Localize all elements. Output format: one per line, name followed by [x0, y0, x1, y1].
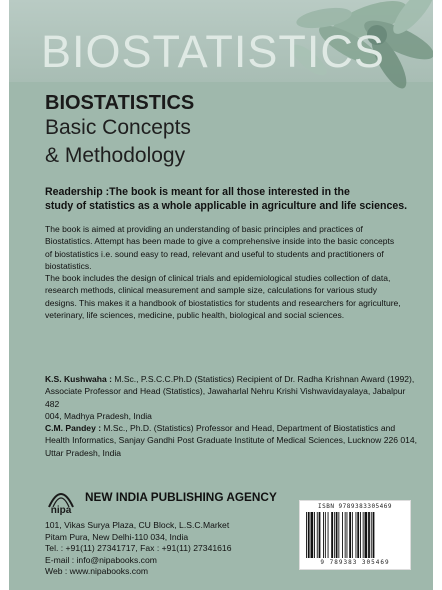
address-line: E-mail : info@nipabooks.com — [45, 554, 157, 565]
author-bio-1 — [45, 373, 421, 423]
barcode-bar — [349, 512, 351, 558]
barcode-bar — [334, 512, 335, 558]
barcode-bar — [373, 512, 375, 558]
address-line: Tel. : +91(11) 27341717, Fax : +91(11) 27341616 — [45, 543, 232, 554]
author-name: C.M. Pandey : — [45, 423, 102, 433]
author-bio-line: Health Informatics, Sanjay Gandhi Post Graduate Institute of Medical Sciences, Lucknow 226 014, — [45, 435, 417, 446]
barcode-bar — [360, 512, 361, 558]
paragraph-line: The book is aimed at providing an understanding of basic principles and practices of — [45, 224, 363, 234]
author-bio-2 — [45, 422, 421, 459]
readership-line: study of statistics as a whole applicable in agriculture and life sciences. — [45, 200, 408, 212]
paragraph-line: research methods, clinical measurement and sample size, calculations for various study — [45, 285, 378, 296]
barcode-digits: 9 789383 305469 — [320, 559, 390, 566]
address-line: Web : www.nipabooks.com — [45, 566, 149, 577]
barcode-bar — [336, 512, 338, 558]
readership-line: Readership :The book is meant for all those interested in the — [45, 186, 350, 198]
readership-statement — [45, 185, 417, 213]
publisher-address — [45, 520, 232, 578]
barcode-bar — [314, 512, 315, 558]
watermark-title: BIOSTATISTICS — [41, 26, 385, 77]
author-bio-line: Uttar Pradesh, India — [45, 447, 122, 458]
publisher-name: NEW INDIA PUBLISHING AGENCY — [85, 490, 277, 504]
author-bio-line: Associate Professor and Head (Statistics), Jawaharlal Nehru Krishi Vishwavidayalaya, Jabalpur 482 — [45, 386, 406, 409]
barcode-bar — [311, 512, 314, 558]
top-banner — [9, 0, 433, 82]
barcode-bar — [363, 512, 364, 558]
paragraph-line: of biostatistics i.e. sound easy to read, relevant and useful to students and practitioners of — [45, 248, 384, 259]
author-credentials: M.Sc., P.S.C.C.Ph.D (Statistics) Recipient of Dr. Radha Krishnan Award (1992), — [111, 374, 415, 384]
barcode-bars — [306, 512, 404, 558]
isbn-barcode — [299, 500, 411, 570]
book-subtitle-line1: Basic Concepts — [45, 116, 191, 139]
barcode-bar — [328, 512, 329, 558]
description-paragraph-1 — [45, 223, 421, 273]
author-credentials: M.Sc., Ph.D. (Statistics) Professor and Head, Department of Biostatistics and — [101, 423, 396, 433]
paragraph-line: designs. This makes it a handbook of biostatistics for students and researchers for agriculture, — [45, 297, 401, 308]
barcode-bar — [323, 512, 324, 558]
book-title: BIOSTATISTICS — [45, 92, 195, 114]
barcode-bar — [325, 512, 326, 558]
paragraph-line: veterinary, life sciences, medicine, public health, biological and social sciences. — [45, 310, 345, 321]
author-bio-line: 004, Madhya Pradesh, India — [45, 411, 152, 422]
back-cover — [9, 0, 433, 590]
paragraph-line: biostatistics. — [45, 261, 92, 272]
barcode-bar — [347, 512, 348, 558]
barcode-bar — [345, 512, 346, 558]
barcode-bar — [368, 512, 370, 558]
barcode-bar — [306, 512, 307, 558]
description-paragraph-2 — [45, 272, 421, 322]
author-bio-line — [45, 422, 421, 434]
author-name: K.S. Kushwaha : — [45, 374, 112, 384]
barcode-bar — [365, 512, 368, 558]
address-line: Pitam Pura, New Delhi-110 034, India — [45, 531, 189, 542]
barcode-bar — [356, 512, 357, 558]
paragraph-line: The book includes the design of clinical trials and epidemiological studies collection of data, — [45, 273, 391, 283]
barcode-bar — [357, 512, 359, 558]
barcode-bar — [352, 512, 353, 558]
barcode-bar — [308, 512, 310, 558]
isbn-label: ISBN 9789383305469 — [317, 503, 393, 510]
address-line: 101, Vikas Surya Plaza, CU Block, L.S.C.Market — [45, 520, 230, 530]
barcode-bar — [342, 512, 343, 558]
barcode-bar — [317, 512, 318, 558]
barcode-bar — [371, 512, 372, 558]
book-subtitle-line2: & Methodology — [45, 144, 186, 167]
paragraph-line: Biostatistics. Attempt has been made to give a comprehensive inside into the basic concepts — [45, 236, 395, 247]
barcode-bar — [331, 512, 333, 558]
barcode-bar — [338, 512, 339, 558]
nipa-logo — [45, 485, 77, 515]
logo-text: nipa — [50, 505, 72, 515]
barcode-bar — [319, 512, 321, 558]
author-bio-line — [45, 373, 421, 385]
